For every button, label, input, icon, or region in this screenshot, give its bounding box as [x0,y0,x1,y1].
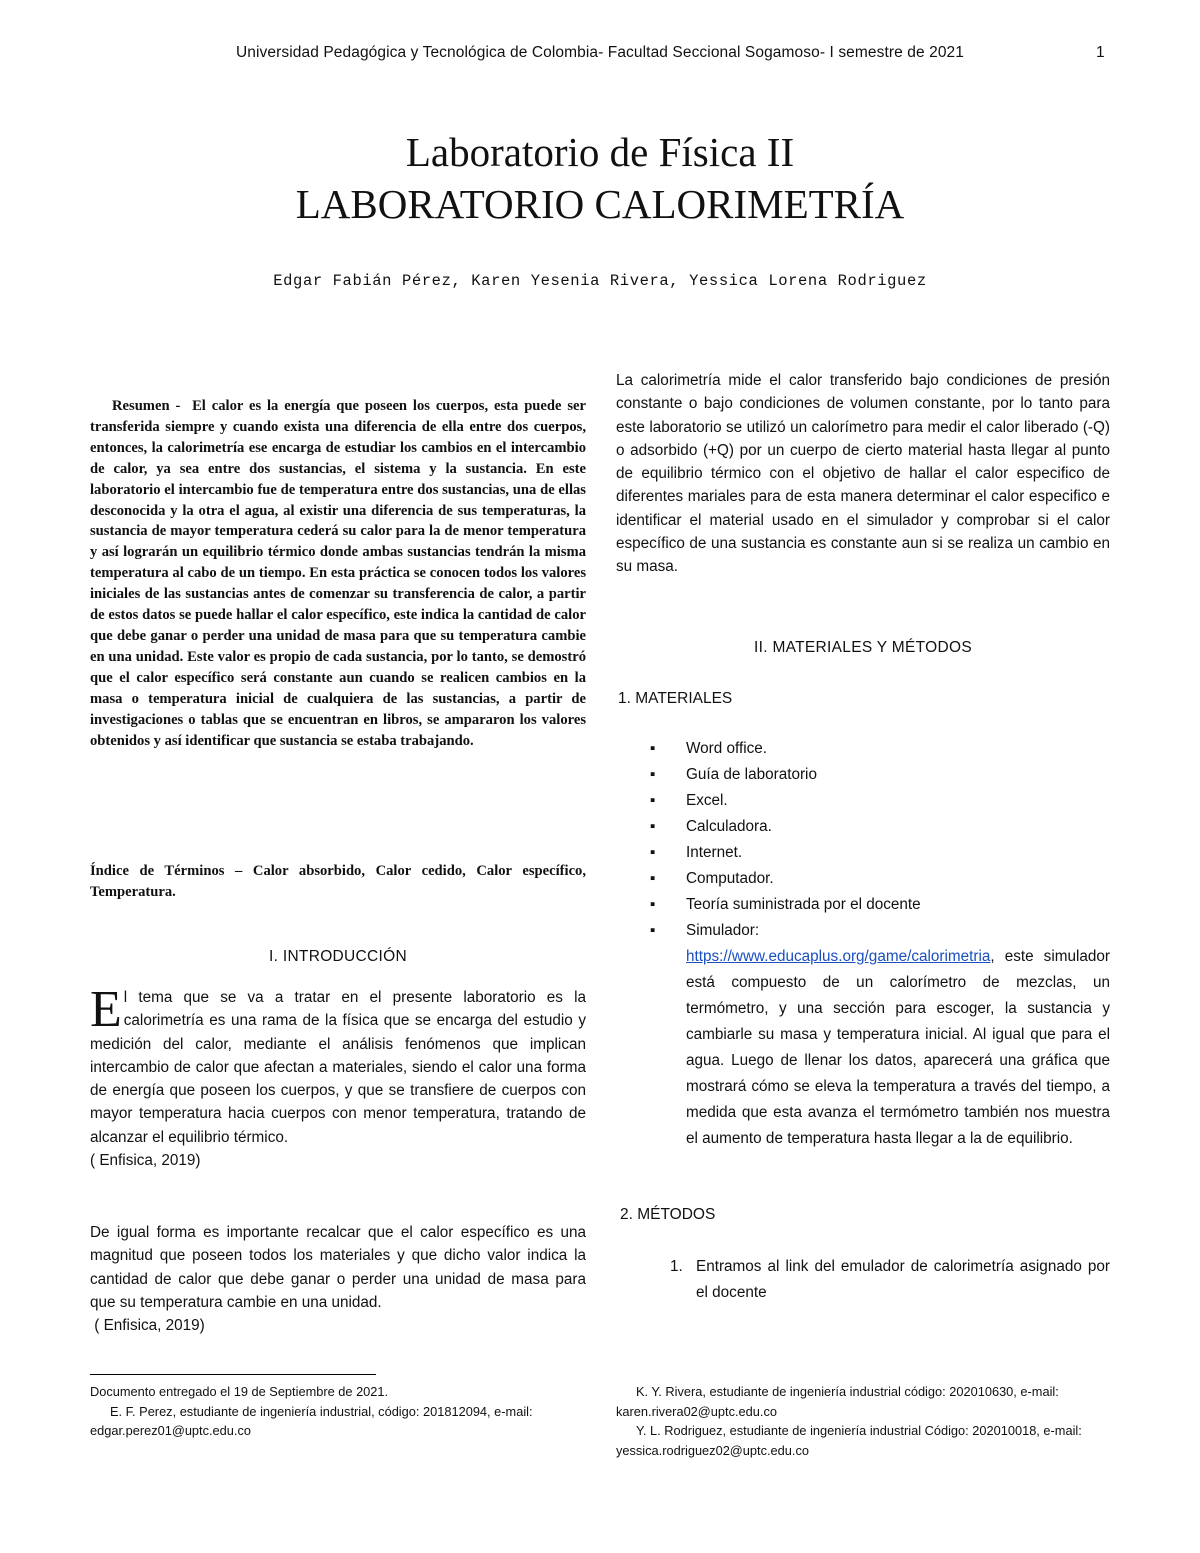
list-item: ▪ Guía de laboratorio [648,762,1110,788]
bullet-icon: ▪ [650,896,656,913]
simulator-link[interactable]: https://www.educaplus.org/game/calorimetria [686,948,991,965]
document-title: Laboratorio de Física II [405,129,795,175]
footnote-divider [90,1374,376,1375]
bullet-icon: ▪ [650,766,656,783]
footnotes-right [616,1382,1110,1460]
footnotes-left [90,1382,586,1441]
materials-list [648,736,1110,1152]
citation: ( Enfisica, 2019) [90,1152,201,1170]
abstract-label: Resumen - [112,398,181,414]
bullet-icon: ▪ [650,844,656,861]
section-heading-introduction: I. INTRODUCCIÓN [269,948,407,965]
citation: ( Enfisica, 2019) [94,1317,205,1335]
abstract-text: El calor es la energía que poseen los cuerpos, esta puede ser transferida siempre y cuando exista una diferencia de ella entre dos cuerpos, entonces, la calorimetría ese encarga de estudiar los cambios en el intercambio de calor, ya sea entre dos sustancias, el sistema y la sustancia. En este laboratorio el intercambio fue de temperatura entre dos sustancias, una de ellas desconocida y la otra el agua, al existir una diferencia de sus temperaturas, la sustancia de mayor temperatura cederá su calor para la de menor temperatura y así lograrán un equilibrio térmico donde ambas sustancias tendrán la misma temperatura al cabo de un tiempo. En esta práctica se conocen todos los valores iniciales de las sustancias antes de comenzar su transferencia de calor, a partir de estos datos se puede hallar el calor específico, este indica la cantidad de calor que debe ganar o perder una unidad de masa para que su temperatura cambie en una unidad. Este valor es propio de cada sustancia, por lo tanto, se demostró que el calor específico será constante aun cuando se realicen cambios en la masa o temperatura inicial de cualquiera de las sustancias, a partir de investigaciones o tablas que se encuentran en libros, se ampararon los valores obtenidos y así identificar que sustancia se estaba trabajando. [90,398,587,749]
footnote: E. F. Perez, estudiante de ingeniería industrial, código: 201812094, e-mail: edgar.perez01@uptc.edu.co [90,1403,533,1438]
intro-paragraph-2 [90,1221,586,1337]
bullet-icon: ▪ [650,792,656,809]
subheading-methods: 2. MÉTODOS [620,1206,716,1223]
list-item: ▪ Internet. [648,840,1110,866]
section-heading-methods: II. MATERIALES Y MÉTODOS [754,639,972,656]
step-number: 1. [670,1258,683,1275]
intro-paragraph-1-text: l tema que se va a tratar en el presente laboratorio es la calorimetría es una rama de la física que se encarga del estudio y medición del calor, mediante el análisis fenómenos que implican intercambio de calor que afectan a materiales, siendo el calor una forma de energía que poseen los cuerpos, y que se transfiere de cuerpos con mayor temperatura hacia cuerpos con menor temperatura, tratando de alcanzar el equilibrio térmico. [90,989,586,1146]
authors-line: Edgar Fabián Pérez, Karen Yesenia Rivera, Yessica Lorena Rodriguez [273,272,927,290]
intro-paragraph-1 [90,981,586,1172]
simulator-description: https://www.educaplus.org/game/calorimetria, este simulador está compuesto de un calorímetro de mezclas, un termómetro, y una sección para escoger, la sustancia y cambiarle su masa y temperatura inicial. Al igual que para el agua. Luego de llenar los datos, aparecerá una gráfica que mostrará cómo se eleva la temperatura a través del tiempo, a medida que esta avanza el termómetro también nos muestra el aumento de temperatura hasta llegar a la de equilibrio. [686,948,1110,1147]
page-header [0,44,1200,68]
list-item: ▪ Computador. [648,866,1110,892]
methods-steps-list [670,1254,1110,1306]
index-terms: Índice de Términos – Calor absorbido, Calor cedido, Calor específico, Temperatura. [90,863,586,900]
bullet-icon: ▪ [650,740,656,757]
footnote: Y. L. Rodriguez, estudiante de ingeniería industrial Código: 202010018, e-mail: yessica.rodriguez02@uptc.edu.co [616,1423,1082,1458]
list-item [670,1254,1110,1306]
list-item: ▪ Simulador: https://www.educaplus.org/game/calorimetria, este simulador está compuesto de un calorímetro de mezclas, un termómetro, y una sección para escoger, la sustancia y cambiarle su masa y temperatura inicial. Al igual que para el agua. Luego de llenar los datos, aparecerá una gráfica que mostrará cómo se eleva la temperatura a través del tiempo, a medida que esta avanza el termómetro también nos muestra el aumento de temperatura hasta llegar a la de equilibrio. [648,918,1110,1152]
right-intro-paragraph: La calorimetría mide el calor transferido bajo condiciones de presión constante o bajo condiciones de volumen constante, por lo tanto para este laboratorio se utilizó un calorímetro para medir el calor liberado (-Q) o adsorbido (+Q) por un cuerpo de cierto material hasta llegar al punto de equilibrio térmico con el objetivo de hallar el calor especifico de diferentes mariales para de esta manera determinar el calor especifico e identificar el material usado en el simulador y comprobar si el calor específico de una sustancia es constante aun si se realiza un cambio en su masa. [616,372,1110,576]
step-text: Entramos al link del emulador de calorimetría asignado por el docente [696,1258,1110,1301]
bullet-icon: ▪ [650,818,656,835]
list-item: ▪ Word office. [648,736,1110,762]
list-item: ▪ Teoría suministrada por el docente [648,892,1110,918]
document-subtitle: LABORATORIO CALORIMETRÍA [295,181,905,227]
page-number: 1 [1096,44,1105,61]
bullet-icon: ▪ [650,870,656,887]
footnote: K. Y. Rivera, estudiante de ingeniería industrial código: 202010630, e-mail: karen.rivera02@uptc.edu.co [616,1384,1059,1419]
subheading-materials: 1. MATERIALES [618,690,733,707]
footnote: Documento entregado el 19 de Septiembre de 2021. [90,1384,389,1399]
list-item: ▪ Excel. [648,788,1110,814]
drop-cap: E [90,981,122,1038]
abstract [90,396,586,751]
list-item: ▪ Calculadora. [648,814,1110,840]
intro-paragraph-2-text: De igual forma es importante recalcar que el calor específico es una magnitud que poseen todos los materiales y que dicho valor indica la cantidad de calor que debe ganar o perder una unidad de masa para que su temperatura cambie en una unidad. [90,1224,586,1311]
bullet-icon: ▪ [650,922,656,939]
running-head: Universidad Pedagógica y Tecnológica de Colombia- Facultad Seccional Sogamoso- I semestre de 2021 [236,44,964,61]
